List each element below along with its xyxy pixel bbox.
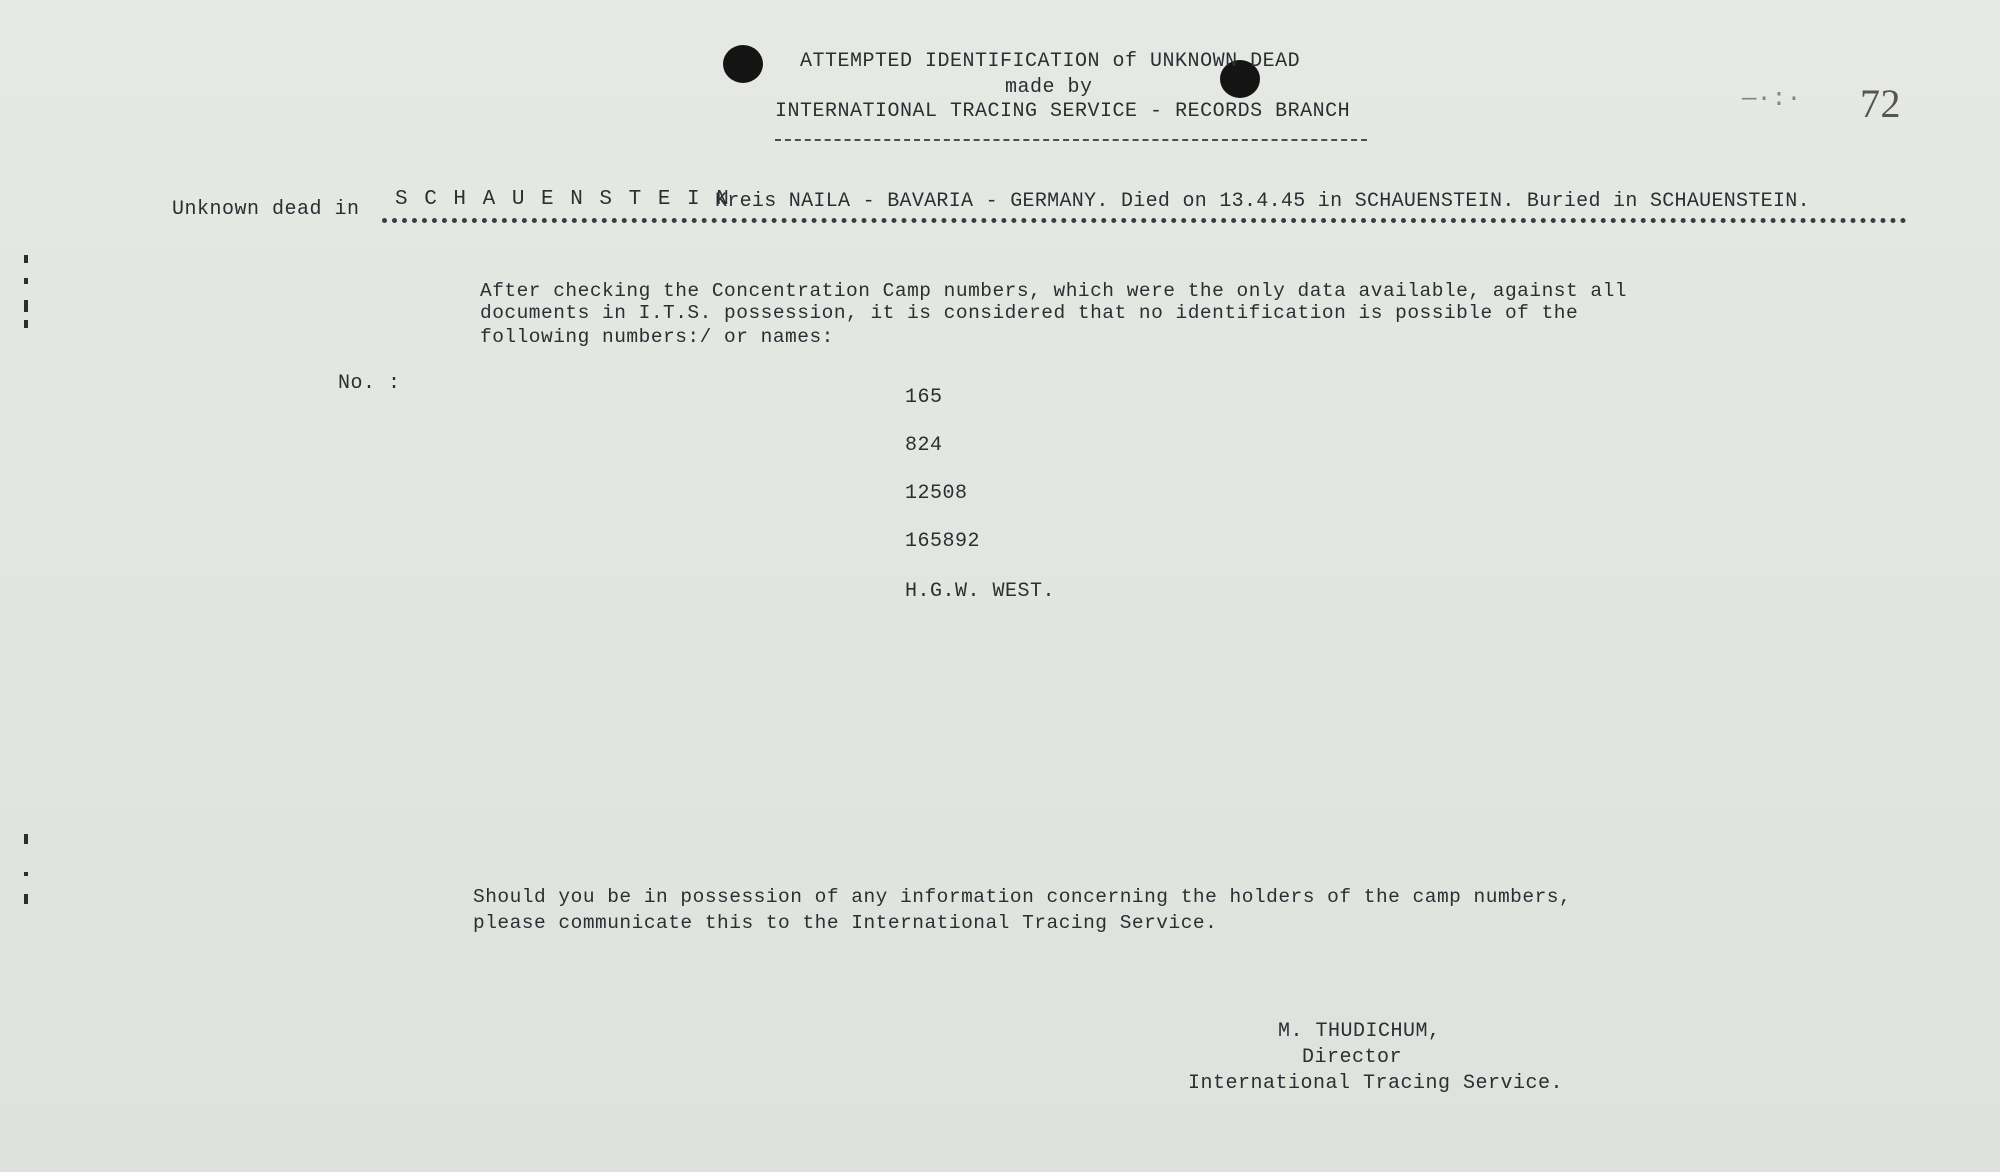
- numbers-label: No. :: [338, 372, 401, 395]
- signature-name: M. THUDICHUM,: [1278, 1020, 1441, 1043]
- body-line-2: documents in I.T.S. possession, it is considered that no identification is possible of the: [480, 302, 1579, 324]
- margin-mark: [24, 255, 28, 263]
- number-item: 12508: [905, 482, 968, 505]
- page-number: 72: [1860, 81, 1901, 126]
- body-line-3: following numbers:/ or names:: [480, 326, 834, 348]
- header-organization: INTERNATIONAL TRACING SERVICE - RECORDS BRANCH: [775, 100, 1351, 123]
- header-made-by: made by: [1005, 76, 1093, 99]
- punch-hole-left: [723, 45, 763, 83]
- margin-mark: [24, 278, 28, 284]
- record-dotted-line: [382, 218, 1907, 223]
- record-prefix: Unknown dead in: [172, 198, 360, 221]
- record-place: S C H A U E N S T E I N: [395, 188, 731, 211]
- closing-line-2: please communicate this to the International Tracing Service.: [473, 912, 1218, 934]
- header-underline: [775, 139, 1367, 141]
- closing-line-1: Should you be in possession of any information concerning the holders of the camp numbers,: [473, 886, 1572, 908]
- margin-mark: [24, 320, 28, 328]
- number-item: 824: [905, 434, 943, 457]
- signature-title: Director: [1302, 1046, 1403, 1069]
- margin-mark: [24, 872, 28, 876]
- margin-mark: [24, 894, 28, 904]
- page-mark-dash: —·:·: [1742, 86, 1802, 113]
- body-line-1: After checking the Concentration Camp numbers, which were the only data available, against all: [480, 280, 1627, 302]
- number-item: H.G.W. WEST.: [905, 580, 1056, 603]
- number-item: 165: [905, 386, 943, 409]
- record-details: Kreis NAILA - BAVARIA - GERMANY. Died on 13.4.45 in SCHAUENSTEIN. Buried in SCHAUENSTEIN.: [715, 190, 1810, 213]
- margin-mark: [24, 834, 28, 844]
- signature-org: International Tracing Service.: [1188, 1072, 1564, 1095]
- header-title: ATTEMPTED IDENTIFICATION of UNKNOWN DEAD: [800, 50, 1301, 73]
- number-item: 165892: [905, 530, 981, 553]
- margin-mark: [24, 300, 28, 312]
